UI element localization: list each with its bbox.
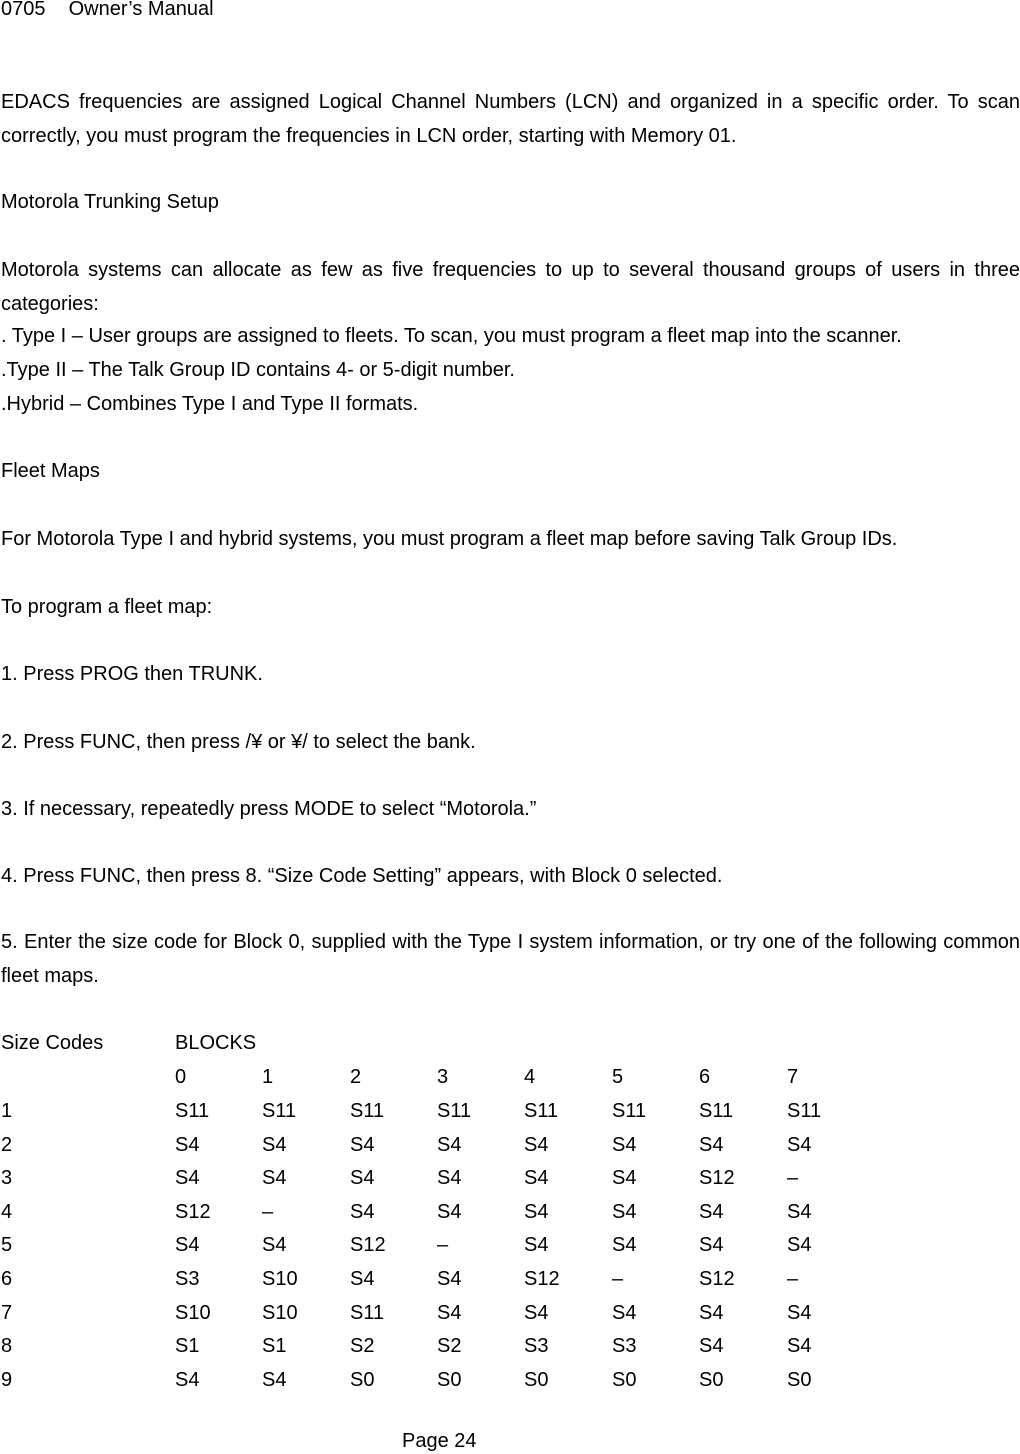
table-cell: S2 bbox=[350, 1335, 375, 1357]
block-header: 5 bbox=[612, 1066, 624, 1088]
table-cell: S4 bbox=[524, 1201, 549, 1223]
fleet-intro-text: For Motorola Type I and hybrid systems, you must program a fleet map before saving Talk Group IDs. bbox=[1, 528, 898, 550]
table-cell: S4 bbox=[787, 1134, 812, 1156]
table-cell: S0 bbox=[612, 1369, 637, 1391]
step-5: 5. Enter the size code for Block 0, supplied with the Type I system information, or try one of the following common fleet maps. bbox=[1, 931, 1020, 987]
size-code: 2 bbox=[1, 1134, 13, 1156]
table-cell: S3 bbox=[175, 1268, 200, 1290]
doc-code: 0705 bbox=[1, 0, 46, 20]
size-code: 1 bbox=[1, 1100, 13, 1122]
table-cell: S4 bbox=[787, 1302, 812, 1324]
table-cell: S4 bbox=[175, 1234, 200, 1256]
table-cell: – bbox=[262, 1201, 274, 1223]
motorola-intro-paragraph: Motorola systems can allocate as few as five frequencies to up to several thousand groups of users in three categories: bbox=[1, 259, 1020, 315]
table-cell: S4 bbox=[175, 1167, 200, 1189]
table-cell: S4 bbox=[175, 1369, 200, 1391]
motorola-heading: Motorola Trunking Setup bbox=[1, 191, 219, 213]
table-cell: S4 bbox=[437, 1302, 462, 1324]
table-cell: S4 bbox=[524, 1134, 549, 1156]
table-cell: S0 bbox=[699, 1369, 724, 1391]
table-cell: S0 bbox=[787, 1369, 812, 1391]
table-cell: S4 bbox=[262, 1134, 287, 1156]
block-header: 2 bbox=[350, 1066, 362, 1088]
table-cell: S4 bbox=[699, 1302, 724, 1324]
table-cell: S11 bbox=[350, 1100, 385, 1122]
table-cell: S4 bbox=[787, 1234, 812, 1256]
table-cell: S10 bbox=[175, 1302, 211, 1324]
size-code: 4 bbox=[1, 1201, 13, 1223]
table-cell: S3 bbox=[612, 1335, 637, 1357]
size-code: 5 bbox=[1, 1234, 13, 1256]
hybrid-item: .Hybrid – Combines Type I and Type II formats. bbox=[1, 393, 419, 415]
page-header bbox=[1, 0, 214, 21]
block-header: 4 bbox=[524, 1066, 536, 1088]
table-cell: S4 bbox=[262, 1167, 287, 1189]
table-cell: S4 bbox=[612, 1134, 637, 1156]
table-cell: S4 bbox=[262, 1369, 287, 1391]
table-cell: S4 bbox=[612, 1302, 637, 1324]
table-cell: S0 bbox=[350, 1369, 375, 1391]
table-cell: S4 bbox=[524, 1302, 549, 1324]
table-cell: S1 bbox=[262, 1335, 287, 1357]
table-cell: S4 bbox=[787, 1335, 812, 1357]
block-header: 1 bbox=[262, 1066, 274, 1088]
table-cell: S11 bbox=[524, 1100, 559, 1122]
table-cell: S11 bbox=[699, 1100, 734, 1122]
table-cell: S4 bbox=[350, 1268, 375, 1290]
table-cell: S4 bbox=[350, 1201, 375, 1223]
table-cell: S4 bbox=[612, 1234, 637, 1256]
type1-item: . Type I – User groups are assigned to fleets. To scan, you must program a fleet map into the scanner. bbox=[1, 325, 902, 347]
step-3: 3. If necessary, repeatedly press MODE to select “Motorola.” bbox=[1, 798, 537, 820]
doc-title: Owner’s Manual bbox=[68, 0, 214, 20]
table-cell: S0 bbox=[524, 1369, 549, 1391]
table-cell: S12 bbox=[699, 1167, 735, 1189]
table-cell: S4 bbox=[437, 1167, 462, 1189]
table-cell: S4 bbox=[612, 1167, 637, 1189]
block-header: 0 bbox=[175, 1066, 187, 1088]
step-2: 2. Press FUNC, then press /¥ or ¥/ to select the bank. bbox=[1, 731, 476, 753]
step-1: 1. Press PROG then TRUNK. bbox=[1, 663, 263, 685]
page-number: Page 24 bbox=[402, 1430, 477, 1452]
table-cell: – bbox=[612, 1268, 624, 1290]
table-cell: S4 bbox=[262, 1234, 287, 1256]
blocks-label: BLOCKS bbox=[175, 1032, 257, 1054]
table-cell: S1 bbox=[175, 1335, 200, 1357]
size-code: 3 bbox=[1, 1167, 13, 1189]
table-cell: S11 bbox=[262, 1100, 297, 1122]
table-cell: S4 bbox=[699, 1234, 724, 1256]
table-cell: S4 bbox=[437, 1134, 462, 1156]
table-cell: S3 bbox=[524, 1335, 549, 1357]
table-cell: – bbox=[437, 1234, 449, 1256]
program-intro-text: To program a fleet map: bbox=[1, 596, 213, 618]
table-cell: S4 bbox=[175, 1134, 200, 1156]
size-code: 8 bbox=[1, 1335, 13, 1357]
table-cell: S12 bbox=[524, 1268, 560, 1290]
size-codes-label: Size Codes bbox=[1, 1032, 104, 1054]
table-cell: S4 bbox=[524, 1167, 549, 1189]
table-cell: S12 bbox=[699, 1268, 735, 1290]
table-cell: – bbox=[787, 1167, 799, 1189]
fleet-maps-heading: Fleet Maps bbox=[1, 460, 100, 482]
type2-item: .Type II – The Talk Group ID contains 4- or 5-digit number. bbox=[1, 359, 515, 381]
table-cell: S4 bbox=[699, 1201, 724, 1223]
table-cell: S4 bbox=[699, 1335, 724, 1357]
table-cell: S2 bbox=[437, 1335, 462, 1357]
step-4: 4. Press FUNC, then press 8. “Size Code Setting” appears, with Block 0 selected. bbox=[1, 865, 723, 887]
block-header: 7 bbox=[787, 1066, 799, 1088]
size-code: 6 bbox=[1, 1268, 13, 1290]
table-cell: S4 bbox=[612, 1201, 637, 1223]
table-cell: S11 bbox=[175, 1100, 210, 1122]
table-cell: S10 bbox=[262, 1268, 298, 1290]
table-cell: S12 bbox=[175, 1201, 211, 1223]
table-cell: S4 bbox=[437, 1201, 462, 1223]
table-cell: S11 bbox=[787, 1100, 822, 1122]
table-cell: S11 bbox=[612, 1100, 647, 1122]
table-cell: S12 bbox=[350, 1234, 386, 1256]
block-header: 3 bbox=[437, 1066, 449, 1088]
table-cell: S4 bbox=[437, 1268, 462, 1290]
table-cell: S4 bbox=[787, 1201, 812, 1223]
edacs-paragraph: EDACS frequencies are assigned Logical Channel Numbers (LCN) and organized in a specific order. To scan correctly, you must program the frequencies in LCN order, starting with Memory 01. bbox=[1, 91, 1020, 147]
table-cell: S11 bbox=[437, 1100, 472, 1122]
table-cell: S4 bbox=[350, 1167, 375, 1189]
size-code: 7 bbox=[1, 1302, 13, 1324]
table-cell: S10 bbox=[262, 1302, 298, 1324]
table-cell: – bbox=[787, 1268, 799, 1290]
table-cell: S4 bbox=[699, 1134, 724, 1156]
table-cell: S4 bbox=[524, 1234, 549, 1256]
table-cell: S11 bbox=[350, 1302, 385, 1324]
table-cell: S4 bbox=[350, 1134, 375, 1156]
table-cell: S0 bbox=[437, 1369, 462, 1391]
size-code: 9 bbox=[1, 1369, 13, 1391]
block-header: 6 bbox=[699, 1066, 711, 1088]
